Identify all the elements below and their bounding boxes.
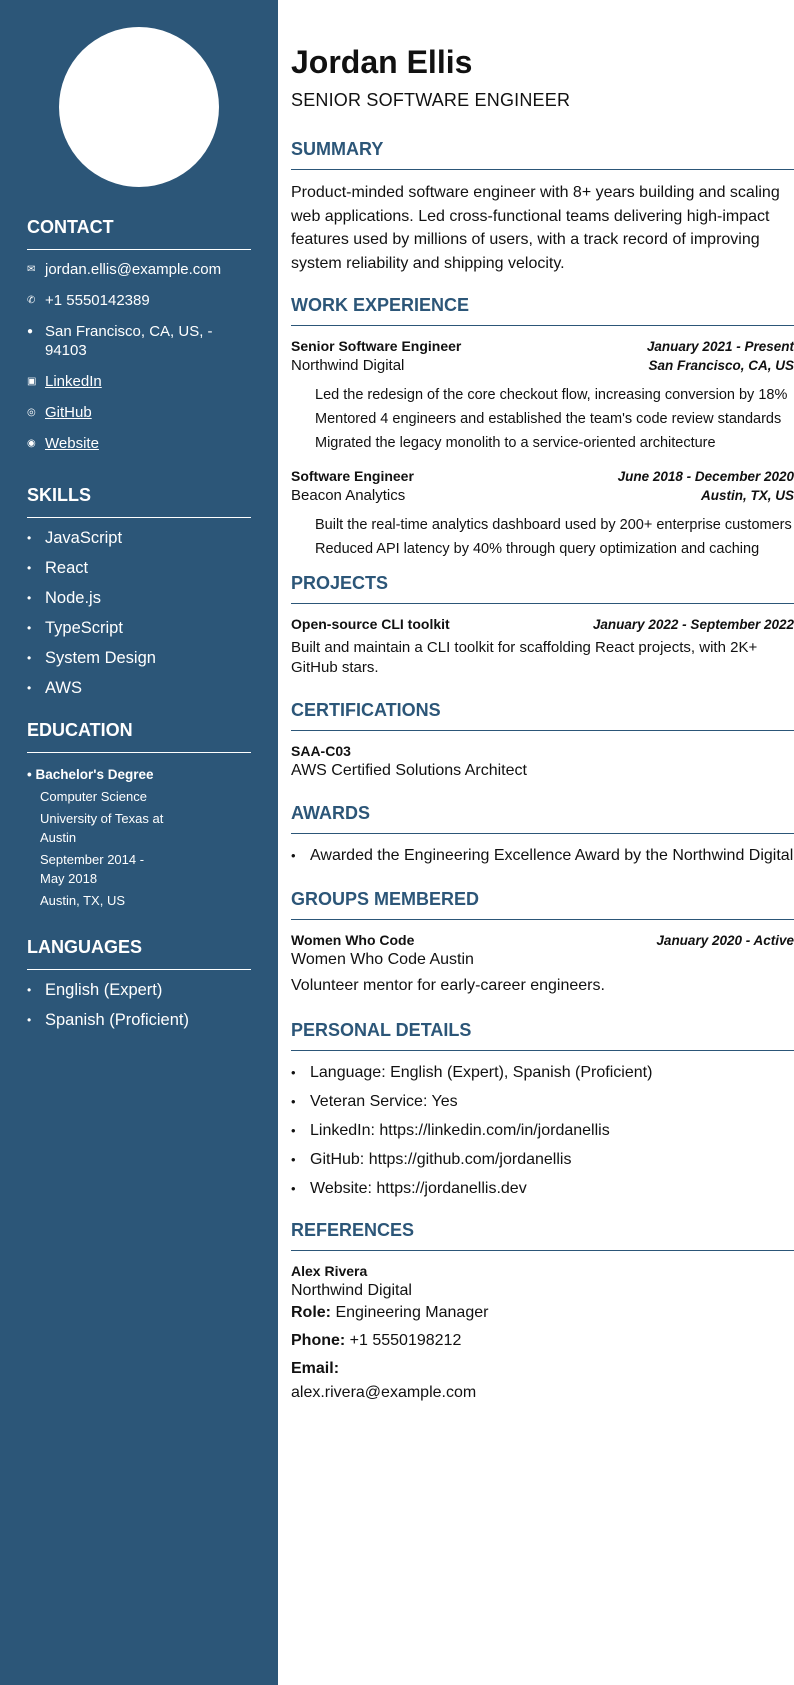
- summary-section: [291, 139, 794, 275]
- job-list: [291, 337, 794, 559]
- reference-email: Email: alex.rivera@example.com: [291, 1359, 477, 1401]
- personal-section: [291, 1020, 794, 1200]
- main-content: [278, 0, 794, 1685]
- linkedin-icon: ▣: [27, 376, 37, 387]
- groups-heading: GROUPS MEMBERED: [291, 889, 794, 920]
- work-section: [291, 295, 794, 559]
- contact-website[interactable]: [27, 434, 251, 453]
- job-bullet: Led the redesign of the core checkout flow, increasing conversion by 18%: [315, 387, 788, 403]
- certification-name: AWS Certified Solutions Architect: [291, 762, 527, 779]
- job-bullet: Reduced API latency by 40% through query optimization and caching: [315, 541, 760, 557]
- skills-list: [27, 528, 251, 698]
- education-field: Computer Science: [40, 789, 147, 804]
- group-chapter: Women Who Code Austin: [291, 951, 474, 968]
- job-entry: [291, 467, 794, 559]
- contact-list: [27, 260, 251, 453]
- job-location: Austin, TX, US: [700, 488, 794, 503]
- candidate-name: Jordan Ellis: [291, 44, 473, 80]
- skills-heading: SKILLS: [27, 485, 251, 518]
- contact-website-link[interactable]: Website: [45, 435, 99, 452]
- education-entry: [27, 765, 251, 910]
- certification-code: SAA-C03: [291, 743, 351, 759]
- contact-phone-text: +1 5550142389: [45, 292, 150, 309]
- summary-heading: SUMMARY: [291, 139, 794, 170]
- education-degree: • Bachelor's Degree: [27, 767, 154, 782]
- contact-heading: CONTACT: [27, 217, 251, 250]
- profile-photo-placeholder: [59, 27, 219, 187]
- skill-item: • TypeScript: [27, 618, 251, 638]
- education-location: Austin, TX, US: [40, 893, 126, 908]
- award-item: • Awarded the Engineering Excellence Award by the Northwind Digital: [291, 845, 794, 867]
- work-heading: WORK EXPERIENCE: [291, 295, 794, 326]
- groups-section: [291, 889, 794, 998]
- reference-phone: Phone: +1 5550198212: [291, 1331, 462, 1349]
- references-heading: REFERENCES: [291, 1220, 794, 1251]
- skill-item: • System Design: [27, 648, 251, 668]
- reference-name: Alex Rivera: [291, 1262, 368, 1279]
- skill-item: • JavaScript: [27, 528, 251, 548]
- contact-github-link[interactable]: GitHub: [45, 404, 92, 421]
- language-item: • Spanish (Proficient): [27, 1010, 251, 1030]
- project-name: Open-source CLI toolkit: [291, 616, 450, 632]
- education-school: University of Texas at Austin: [40, 811, 164, 845]
- group-description: Volunteer mentor for early-career engineers.: [291, 977, 605, 994]
- contact-github[interactable]: [27, 403, 251, 422]
- education-dates: September 2014 - May 2018: [40, 852, 145, 886]
- languages-heading: LANGUAGES: [27, 937, 251, 970]
- website-icon: ◉: [27, 438, 36, 449]
- sidebar: [0, 0, 278, 1685]
- job-company: Northwind Digital: [291, 357, 405, 374]
- job-bullet: Built the real-time analytics dashboard used by 200+ enterprise customers: [315, 517, 792, 533]
- job-role: Senior Software Engineer: [291, 338, 462, 354]
- projects-section: [291, 573, 794, 678]
- summary-text: Product-minded software engineer with 8+ years building and scaling web applications. Led cross-functional teams delivering high-impact features used by millions of users, with a track record of improving system reliability and shipping velocity.: [291, 184, 780, 272]
- skill-item: • AWS: [27, 678, 251, 698]
- personal-detail-item: • LinkedIn: https://linkedin.com/in/jordanellis: [291, 1120, 794, 1142]
- skill-item: • React: [27, 558, 251, 578]
- job-bullet: Migrated the legacy monolith to a service-oriented architecture: [315, 435, 716, 451]
- job-role: Software Engineer: [291, 468, 414, 484]
- job-bullets: [315, 385, 794, 453]
- personal-detail-item: • Veteran Service: Yes: [291, 1091, 794, 1113]
- personal-detail-item: • Language: English (Expert), Spanish (Proficient): [291, 1062, 794, 1084]
- group-dates: January 2020 - Active: [656, 933, 794, 948]
- contact-email: [27, 260, 251, 279]
- contact-phone: [27, 291, 251, 310]
- reference-role: Role: Engineering Manager: [291, 1303, 489, 1321]
- projects-heading: PROJECTS: [291, 573, 794, 604]
- personal-detail-item: • Website: https://jordanellis.dev: [291, 1178, 794, 1200]
- phone-icon: ✆: [27, 295, 36, 306]
- certifications-section: [291, 700, 794, 781]
- languages-list: [27, 980, 251, 1030]
- job-bullet: Mentored 4 engineers and established the team's code review standards: [315, 411, 782, 427]
- education-heading: EDUCATION: [27, 720, 251, 753]
- references-section: [291, 1220, 794, 1405]
- job-entry: [291, 337, 794, 453]
- personal-details-list: [291, 1062, 794, 1200]
- github-icon: ◎: [27, 407, 36, 418]
- certifications-heading: CERTIFICATIONS: [291, 700, 794, 731]
- awards-heading: AWARDS: [291, 803, 794, 834]
- job-dates: January 2021 - Present: [646, 339, 794, 354]
- job-company: Beacon Analytics: [291, 487, 406, 504]
- location-icon: ●: [27, 326, 34, 337]
- contact-linkedin[interactable]: [27, 372, 251, 391]
- job-dates: June 2018 - December 2020: [617, 469, 794, 484]
- job-bullets: [315, 515, 794, 559]
- language-item: • English (Expert): [27, 980, 251, 1000]
- skill-item: • Node.js: [27, 588, 251, 608]
- candidate-title: SENIOR SOFTWARE ENGINEER: [291, 90, 571, 110]
- contact-email-text: jordan.ellis@example.com: [45, 261, 222, 278]
- job-location: San Francisco, CA, US: [648, 358, 794, 373]
- contact-location-text: San Francisco, CA, US, - 94103: [45, 323, 213, 359]
- awards-list: [291, 845, 794, 867]
- project-dates: January 2022 - September 2022: [592, 617, 794, 632]
- contact-linkedin-link[interactable]: LinkedIn: [45, 373, 102, 390]
- group-name: Women Who Code: [291, 932, 415, 948]
- personal-heading: PERSONAL DETAILS: [291, 1020, 794, 1051]
- reference-company: Northwind Digital: [291, 1281, 412, 1299]
- personal-detail-item: • GitHub: https://github.com/jordanellis: [291, 1149, 794, 1171]
- awards-section: [291, 803, 794, 867]
- contact-location: [27, 322, 251, 360]
- project-description: Built and maintain a CLI toolkit for scaffolding React projects, with 2K+ GitHub stars.: [291, 639, 758, 676]
- email-icon: ✉: [27, 264, 36, 275]
